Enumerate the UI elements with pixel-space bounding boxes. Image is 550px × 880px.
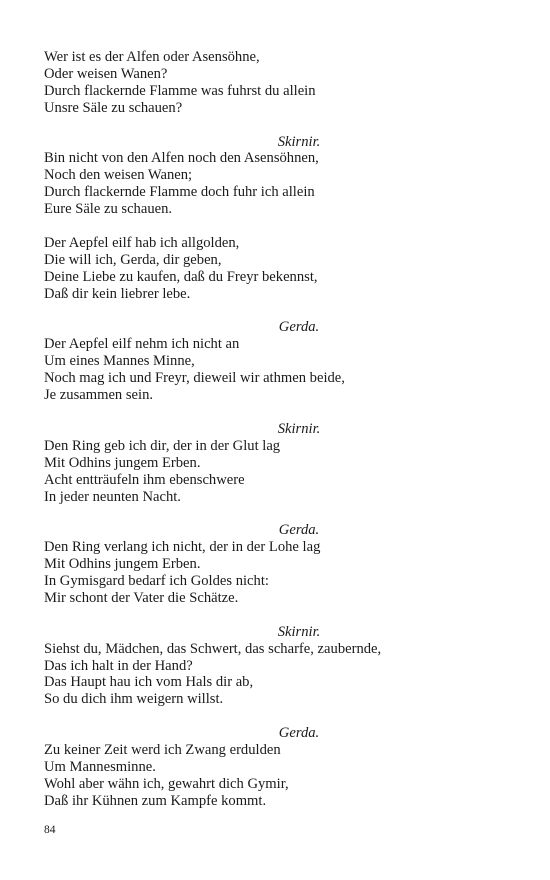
verse-line: Oder weisen Wanen?	[44, 65, 168, 82]
verse-line: Durch flackernde Flamme doch fuhr ich allein	[44, 184, 315, 201]
verse-line: In jeder neunten Nacht.	[44, 488, 181, 505]
verse-line: Der Aepfel eilf hab ich allgolden,	[44, 234, 240, 251]
verse-line: Der Aepfel eilf nehm ich nicht an	[44, 336, 240, 353]
verse-line: Die will ich, Gerda, dir geben,	[44, 251, 222, 268]
poem-text	[44, 49, 514, 810]
stanza	[44, 624, 514, 709]
verse-line: Noch den weisen Wanen;	[44, 167, 193, 184]
verse-line: Mir schont der Vater die Schätze.	[44, 589, 239, 606]
verse-line: Acht entträufeln ihm ebenschwere	[44, 471, 245, 488]
speaker-name: Skirnir.	[277, 133, 321, 150]
stanza	[44, 421, 514, 506]
verse-line: So du dich ihm weigern willst.	[44, 691, 224, 708]
verse-line: In Gymisgard bedarf ich Goldes nicht:	[44, 573, 269, 590]
verse-line: Deine Liebe zu kaufen, daß du Freyr bekennst,	[44, 268, 318, 285]
verse-line: Unsre Säle zu schauen?	[44, 99, 183, 116]
speaker-name: Skirnir.	[277, 420, 321, 437]
stanza	[44, 235, 514, 303]
speaker-name: Gerda.	[278, 725, 320, 742]
verse-line: Noch mag ich und Freyr, dieweil wir athmen beide,	[44, 370, 345, 387]
verse-line: Durch flackernde Flamme was fuhrst du allein	[44, 82, 316, 99]
verse-line: Bin nicht von den Alfen noch den Asensöhnen,	[44, 150, 319, 167]
verse-line: Zu keiner Zeit werd ich Zwang erdulden	[44, 742, 281, 759]
verse-line: Siehst du, Mädchen, das Schwert, das scharfe, zaubernde,	[44, 640, 382, 657]
verse-line: Daß ihr Kühnen zum Kampfe kommt.	[44, 792, 267, 809]
verse-line: Um Mannesminne.	[44, 758, 156, 775]
stanza	[44, 319, 514, 404]
stanza	[44, 49, 514, 117]
verse-line: Daß dir kein liebrer lebe.	[44, 285, 191, 302]
verse-line: Das Haupt hau ich vom Hals dir ab,	[44, 674, 254, 691]
stanza	[44, 134, 514, 219]
verse-line: Mit Odhins jungem Erben.	[44, 454, 201, 471]
stanza	[44, 522, 514, 607]
stanza	[44, 725, 514, 810]
verse-line: Je zusammen sein.	[44, 387, 154, 404]
page-number: 84	[44, 824, 56, 836]
speaker-name: Gerda.	[278, 522, 320, 539]
speaker-name: Skirnir.	[277, 623, 321, 640]
verse-line: Wer ist es der Alfen oder Asensöhne,	[44, 49, 260, 65]
verse-line: Den Ring geb ich dir, der in der Glut lag	[44, 437, 281, 454]
verse-line: Eure Säle zu schauen.	[44, 201, 173, 218]
verse-line: Das ich halt in der Hand?	[44, 657, 193, 674]
verse-line: Mit Odhins jungem Erben.	[44, 556, 201, 573]
verse-line: Um eines Mannes Minne,	[44, 353, 195, 370]
verse-line: Wohl aber wähn ich, gewahrt dich Gymir,	[44, 775, 289, 792]
speaker-name: Gerda.	[278, 319, 320, 336]
verse-line: Den Ring verlang ich nicht, der in der Lohe lag	[44, 539, 321, 556]
